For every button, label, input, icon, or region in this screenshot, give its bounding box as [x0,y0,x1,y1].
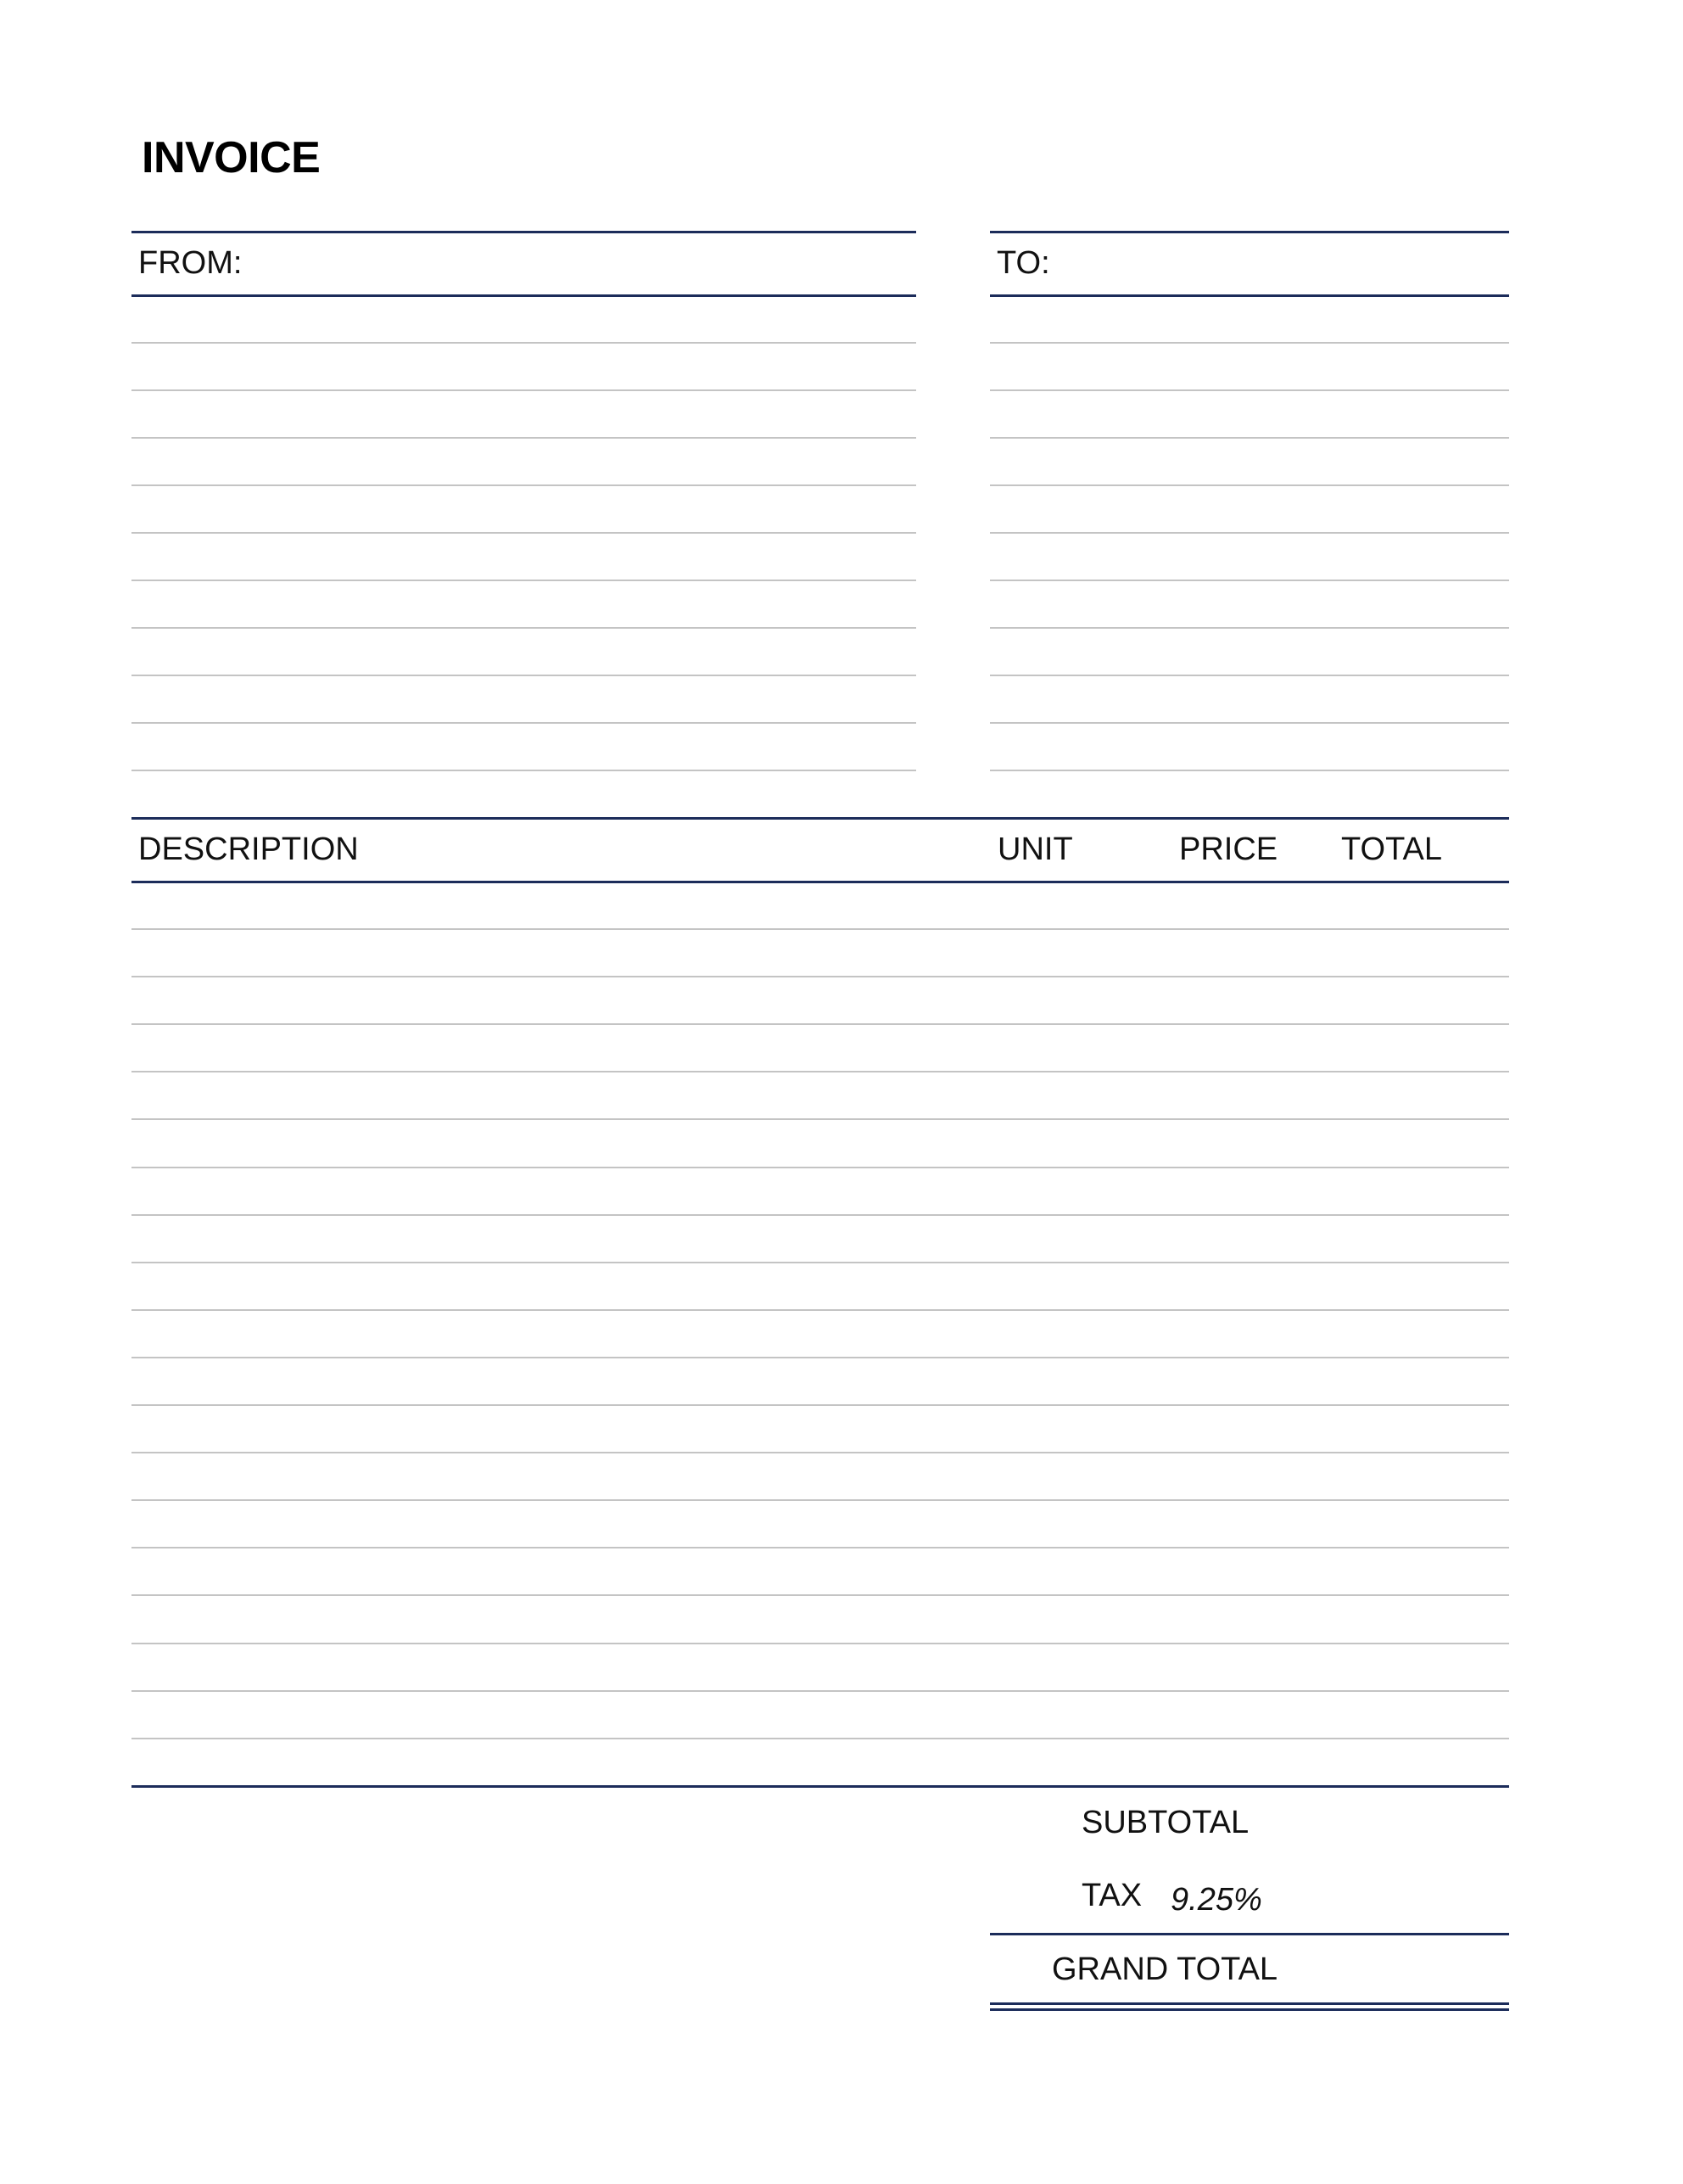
table-row[interactable] [131,1358,1509,1403]
from-address-line-rule [131,437,916,439]
from-address-line-rule [131,342,916,344]
from-address-line-rule [131,389,916,391]
from-bottom-rule [131,294,916,297]
from-address-line-field[interactable] [131,535,916,578]
to-top-rule [990,231,1509,233]
table-row-rule [131,1118,1509,1120]
from-address-line-field[interactable] [131,298,916,340]
to-address-line-rule [990,532,1509,534]
table-row[interactable] [131,1406,1509,1450]
to-address-line-field[interactable] [990,678,1509,720]
to-address-line-rule [990,389,1509,391]
subtotal-label: SUBTOTAL [1082,1805,1250,1840]
table-row[interactable] [131,1548,1509,1593]
table-row[interactable] [131,1072,1509,1117]
tax-rate: 9.25% [1171,1882,1262,1918]
from-address-line-rule [131,627,916,629]
from-address-line-field[interactable] [131,393,916,435]
column-header-unit: UNIT [998,832,1073,867]
table-row[interactable] [131,1739,1509,1784]
table-row[interactable] [131,1644,1509,1688]
grand-total-field[interactable] [1281,1945,1509,1992]
items-bottom-rule [131,1785,1509,1788]
table-row[interactable] [131,977,1509,1022]
table-row[interactable] [131,930,1509,974]
from-address-line-field[interactable] [131,630,916,673]
table-row[interactable] [131,1121,1509,1165]
to-address-line-rule [990,627,1509,629]
from-top-rule [131,231,916,233]
table-row[interactable] [131,1311,1509,1355]
column-header-total: TOTAL [1341,832,1442,867]
to-address-line-rule [990,342,1509,344]
to-address-line-rule [990,770,1509,771]
from-address-line-rule [131,484,916,486]
from-address-line-rule [131,675,916,676]
items-header-top-rule [131,817,1509,820]
table-row-rule [131,1594,1509,1596]
to-address-line-rule [990,580,1509,581]
table-row[interactable] [131,1501,1509,1545]
table-row[interactable] [131,1453,1509,1498]
from-address-line-field[interactable] [131,440,916,483]
from-address-line-field[interactable] [131,678,916,720]
to-label: TO: [997,245,1050,281]
from-address-line-field[interactable] [131,725,916,768]
to-address-line-rule [990,675,1509,676]
to-address-line-field[interactable] [990,725,1509,768]
to-address-line-rule [990,437,1509,439]
from-address-line-field[interactable] [131,488,916,530]
to-address-line-field[interactable] [990,488,1509,530]
to-address-line-rule [990,484,1509,486]
invoice-title: INVOICE [142,133,321,182]
from-address-line-rule [131,722,916,724]
subtotal-field[interactable] [1281,1799,1509,1846]
to-address-line-field[interactable] [990,440,1509,483]
to-address-line-field[interactable] [990,583,1509,625]
to-address-line-field[interactable] [990,345,1509,388]
from-address-line-field[interactable] [131,583,916,625]
to-bottom-rule [990,294,1509,297]
to-address-line-rule [990,722,1509,724]
grand-total-label: GRAND TOTAL [1052,1952,1278,1987]
to-address-line-field[interactable] [990,298,1509,340]
from-label: FROM: [138,245,243,281]
table-row[interactable] [131,1168,1509,1212]
table-row[interactable] [131,1025,1509,1069]
grand-total-top-rule [990,1933,1509,1935]
table-row[interactable] [131,1263,1509,1308]
column-header-description: DESCRIPTION [138,832,359,867]
to-address-line-field[interactable] [990,630,1509,673]
from-address-line-field[interactable] [131,345,916,388]
to-address-line-field[interactable] [990,535,1509,578]
tax-label: TAX [1082,1878,1143,1913]
table-row[interactable] [131,1597,1509,1641]
from-address-line-rule [131,532,916,534]
tax-amount-field[interactable] [1281,1872,1509,1919]
table-row[interactable] [131,1692,1509,1736]
from-address-line-rule [131,770,916,771]
table-row[interactable] [131,882,1509,927]
table-row[interactable] [131,1216,1509,1260]
to-address-line-field[interactable] [990,393,1509,435]
column-header-price: PRICE [1179,832,1278,867]
grand-total-double-rule [990,2002,1509,2011]
from-address-line-rule [131,580,916,581]
